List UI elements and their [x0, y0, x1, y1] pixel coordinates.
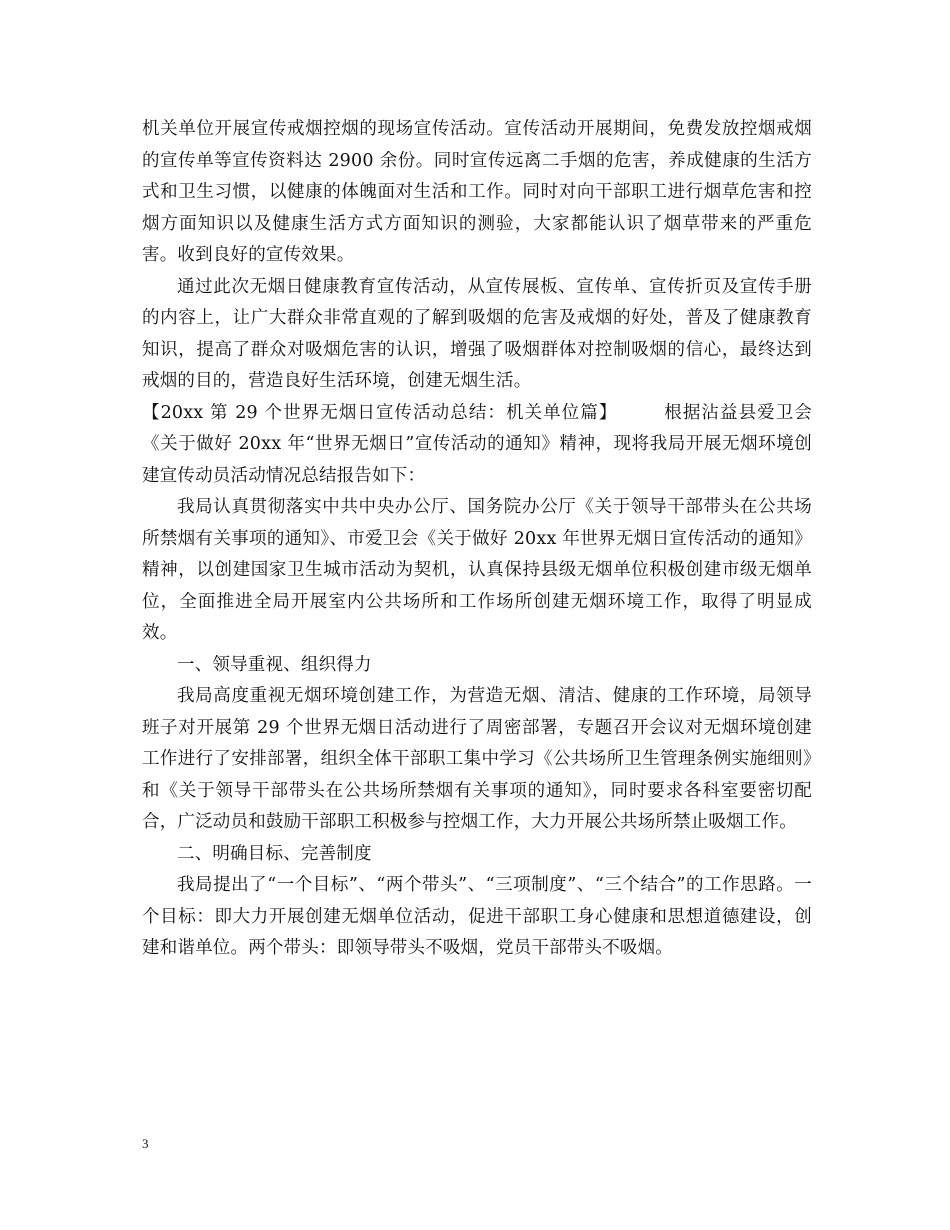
paragraph-1: 机关单位开展宣传戒烟控烟的现场宣传活动。宣传活动开展期间，免费发放控烟戒烟的宣传单等宣传资料达 2900 余份。同时宣传远离二手烟的危害，养成健康的生活方式和卫生习惯，以健康的体魄面对生活和工作。同时对向干部职工进行烟草危害和控烟方面知识以及健康生活方式方面知识的测验，大家都能认识了烟草带来的严重危害。收到良好的宣传效果。: [142, 119, 812, 265]
section-title-paragraph: [142, 398, 812, 493]
heading-two: 二、明确目标、完善制度: [177, 843, 372, 864]
paragraph-2: 通过此次无烟日健康教育宣传活动，从宣传展板、宣传单、宣传折页及宣传手册的内容上，让广大群众非常直观的了解到吸烟的危害及戒烟的好处，普及了健康教育知识，提高了群众对吸烟危害的认识，增强了吸烟群体对控制吸烟的信心，最终达到戒烟的目的，营造良好生活环境，创建无烟生活。: [142, 276, 812, 391]
paragraph-5: 我局高度重视无烟环境创建工作，为营造无烟、清洁、健康的工作环境，局领导班子对开展第 29 个世界无烟日活动进行了周密部署，专题召开会议对无烟环境创建工作进行了安排部署，组织全体干部职工集中学习《公共场所卫生管理条例实施细则》和《关于领导干部带头在公共场所禁烟有关事项的通知》，同时要求各科室要密切配合，广泛动员和鼓励干部职工积极参与控烟工作，大力开展公共场所禁止吸烟工作。: [142, 686, 812, 832]
paragraph-4: 我局认真贯彻落实中共中央办公厅、国务院办公厅《关于领导干部带头在公共场所禁烟有关事项的通知》、市爱卫会《关于做好 20xx 年世界无烟日宣传活动的通知》精神，以创建国家卫生城市活动为契机，认真保持县级无烟单位积极创建市级无烟单位，全面推进全局开展室内公共场所和工作场所创建无烟环境工作，取得了明显成效。: [142, 497, 812, 643]
document-body: [142, 114, 812, 965]
section-title: 【20xx 第 29 个世界无烟日宣传活动总结：机关单位篇】: [142, 402, 618, 423]
paragraph-3: 根据沾益县爱卫会《关于做好 20xx 年“世界无烟日”宣传活动的通知》精神，现将我局开展无烟环境创建宣传动员活动情况总结报告如下：: [142, 402, 812, 486]
page-number: 3: [142, 1136, 149, 1151]
paragraph-6: 我局提出了“一个目标”、“两个带头”、“三项制度”、“三个结合”的工作思路。一个目标：即大力开展创建无烟单位活动，促进干部职工身心健康和思想道德建设，创建和谐单位。两个带头：即领导带头不吸烟，党员干部带头不吸烟。: [142, 875, 812, 958]
heading-one: 一、领导重视、组织得力: [177, 654, 372, 675]
